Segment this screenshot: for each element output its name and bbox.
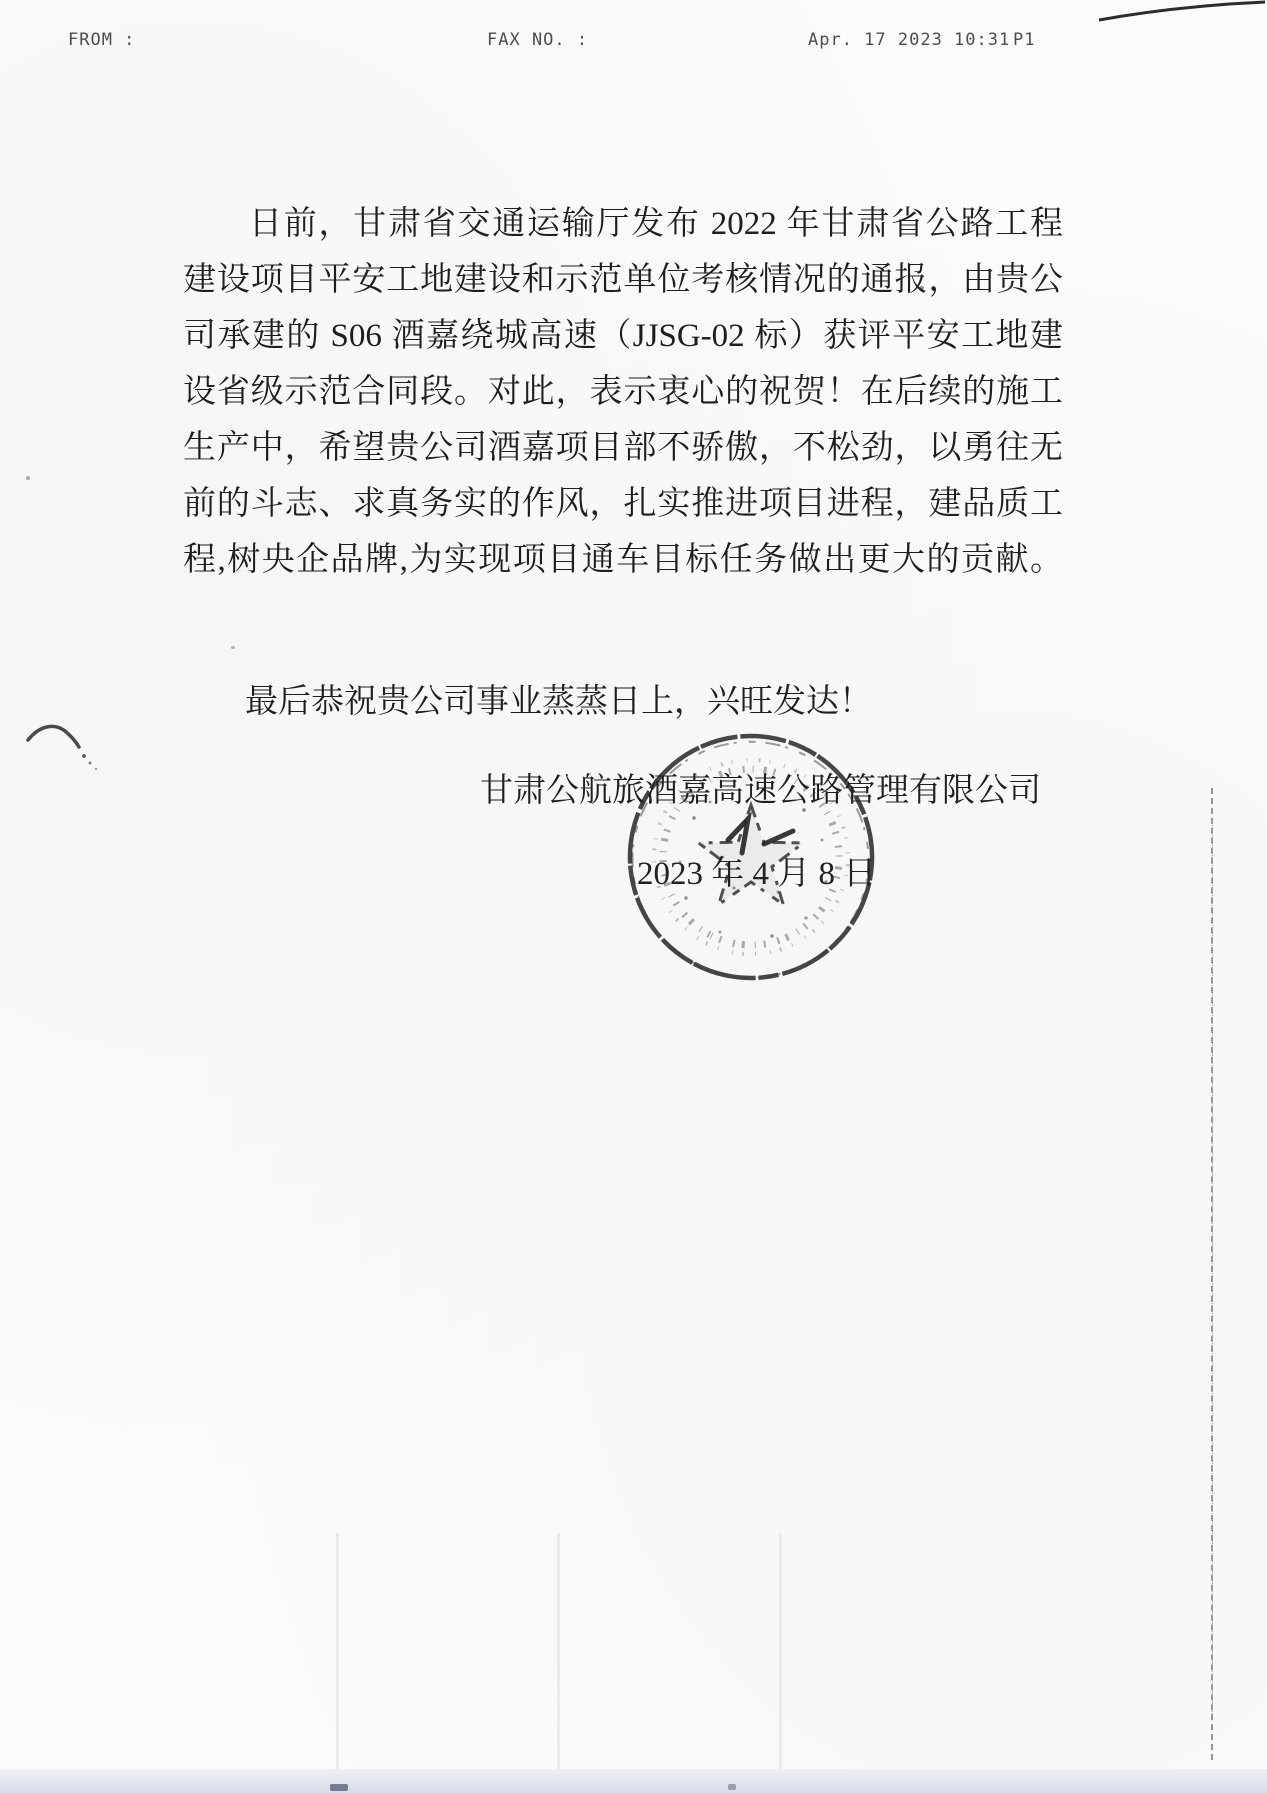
scan-speck [231, 646, 235, 649]
scan-streak [557, 1533, 560, 1793]
fax-timestamp: Apr. 17 2023 10:31 [808, 30, 1011, 50]
scan-bottom-band [0, 1769, 1267, 1793]
signature-date: 2023 年 4 月 8 日 [637, 856, 877, 892]
letter-closing: 最后恭祝贵公司事业蒸蒸日上，兴旺发达！ [245, 684, 872, 720]
letter-line: 建设项目平安工地建设和示范单位考核情况的通报，由贵公 [183, 262, 1063, 298]
fax-page-number: P1 [1013, 30, 1036, 50]
scan-streak [336, 1533, 339, 1793]
signature-company: 甘肃公航旅酒嘉高速公路管理有限公司 [480, 773, 1041, 809]
scan-band-mark [728, 1784, 736, 1790]
scan-band-mark [330, 1784, 348, 1791]
scan-corner-edge [1097, 0, 1267, 30]
fax-number-label: FAX NO. : [487, 30, 589, 50]
pen-swoosh-mark [20, 708, 115, 783]
letter-line: 日前，甘肃省交通运输厅发布 2022 年甘肃省公路工程 [249, 206, 1063, 242]
scan-streak [779, 1533, 782, 1793]
letter-body [183, 196, 1063, 588]
letter-line: 程,树央企品牌,为实现项目通车目标任务做出更大的贡献。 [183, 542, 1063, 578]
letter-line: 前的斗志、求真务实的作风，扎实推进项目进程，建品质工 [183, 486, 1063, 522]
scan-speck [26, 476, 30, 480]
letter-line: 生产中，希望贵公司酒嘉项目部不骄傲，不松劲，以勇往无 [183, 430, 1063, 466]
letter-line: 司承建的 S06 酒嘉绕城高速（JJSG-02 标）获评平安工地建 [183, 318, 1063, 354]
fax-from-label: FROM : [68, 30, 136, 50]
scan-dashed-line-faint [1212, 820, 1213, 1720]
letter-line: 设省级示范合同段。对此，表示衷心的祝贺！在后续的施工 [183, 374, 1063, 410]
